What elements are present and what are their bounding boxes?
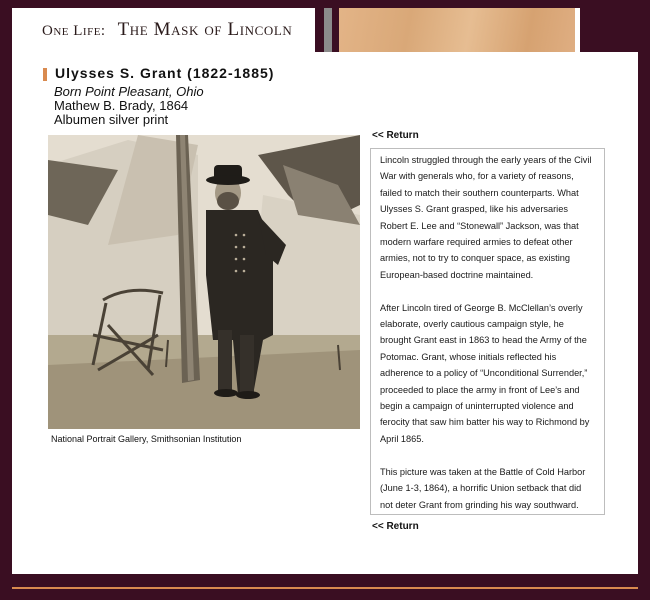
portrait-illustration (48, 135, 360, 429)
return-link-top[interactable]: << Return (372, 130, 419, 141)
birthplace-text: Born Point Pleasant, Ohio (54, 84, 204, 99)
header-corner-block (580, 8, 638, 52)
site-title-prefix: One Life: (42, 23, 106, 39)
page-frame (12, 8, 638, 574)
header-divider-bar (315, 8, 324, 52)
photo-credit: National Portrait Gallery, Smithsonian Institution (51, 434, 242, 444)
description-paragraph: This picture was taken at the Battle of Cold Harbor (June 1-3, 1864), a horrific Union setback that did not deter Grant from grinding his way southward. (380, 466, 586, 510)
page-title: Ulysses S. Grant (1822-1885) (55, 65, 275, 81)
photographer-text: Mathew B. Brady, 1864 (54, 98, 189, 113)
description-paragraph: After Lincoln tired of George B. McClellan’s overly elaborate, overly cautious campaign style, he brought Grant east in 1863 to head the Army of the Potomac. Grant, whose initials reflected his adherence to a policy of “Unconditional Surrender,” proceeded to place the army in front of Lee’s and begin a campaign of uninterrupted violence and ferocity that saw him batter his way to Richmond by April 1865. (380, 302, 590, 444)
header-parchment-image (339, 8, 575, 52)
artwork-metadata (54, 85, 204, 127)
site-title[interactable] (42, 20, 292, 41)
description-panel (370, 148, 605, 515)
site-title-main: The Mask of Lincoln (117, 19, 293, 40)
title-accent-bar (43, 68, 47, 81)
medium-text: Albumen silver print (54, 112, 169, 127)
return-link-bottom[interactable]: << Return (372, 521, 419, 532)
footer-accent-line (12, 587, 638, 589)
header-divider-bar (324, 8, 332, 52)
header-divider-bar (332, 8, 339, 52)
site-header (12, 8, 638, 52)
grant-portrait-photo (48, 135, 360, 429)
description-paragraph: Lincoln struggled through the early years of the Civil War with generals who, for a variety of reasons, failed to match their southern counterparts. What Ulysses S. Grant grasped, like his adversaries Robert E. Lee and “Stonewall” Jackson, was that modern warfare required armies to defeat other armies, not to try to conquer space, as existing European-based doctrine maintained. (380, 155, 592, 280)
